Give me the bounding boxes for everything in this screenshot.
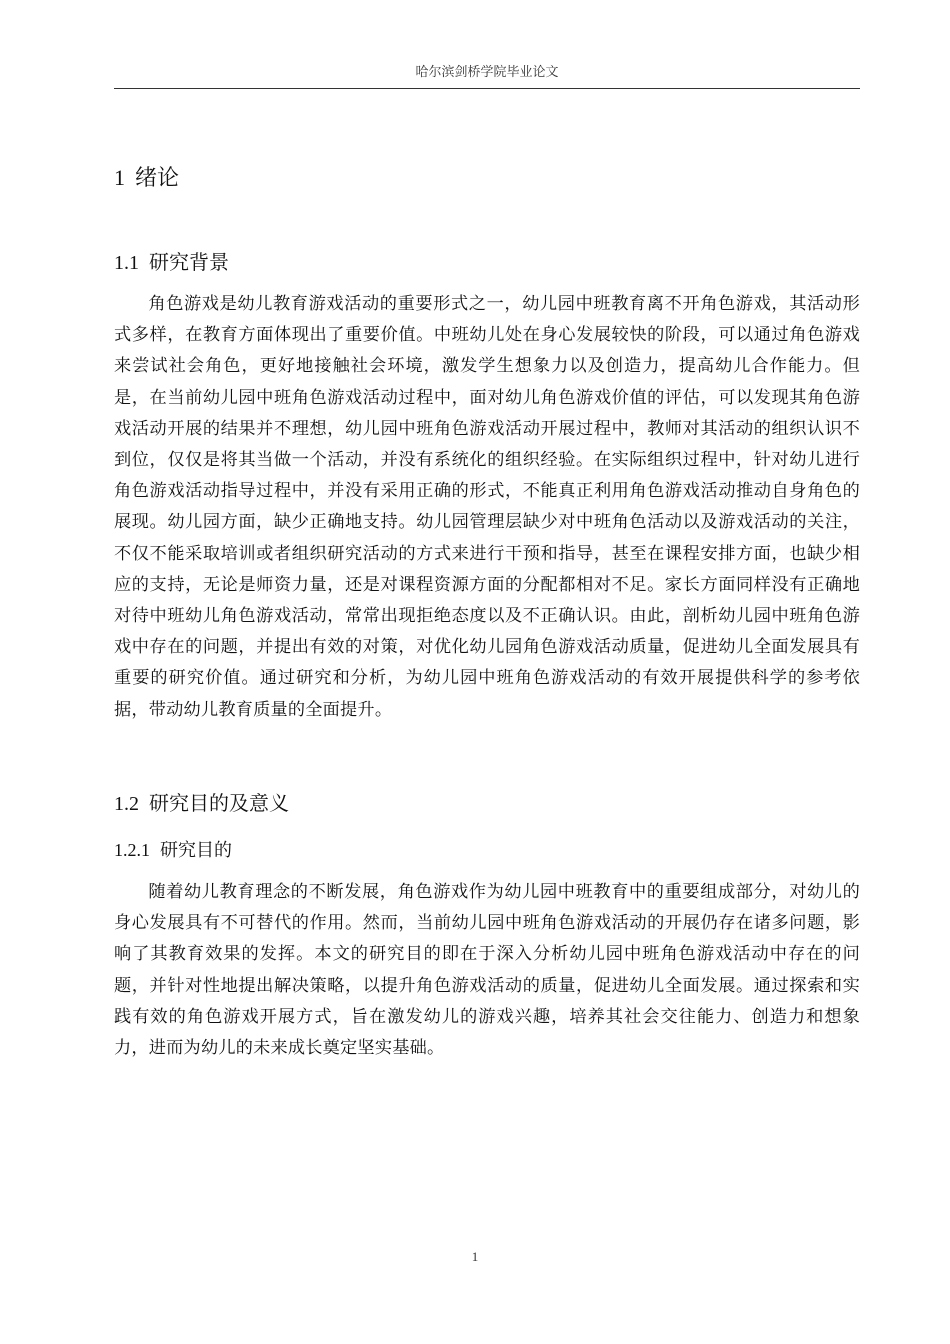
- section-number-1-2: 1.2: [114, 793, 139, 815]
- section-heading-1-2: [114, 788, 289, 819]
- section-title-1-1: 研究背景: [149, 250, 229, 274]
- section-title-1-2: 研究目的及意义: [149, 791, 289, 815]
- chapter-heading: [114, 162, 179, 195]
- subsection-number-1-2-1: 1.2.1: [114, 840, 150, 860]
- subsection-heading-1-2-1: [114, 836, 232, 865]
- section-heading-1-1: [114, 247, 229, 278]
- chapter-title: 绪论: [135, 166, 180, 191]
- section-number-1-1: 1.1: [114, 252, 139, 274]
- running-header: 哈尔滨剑桥学院毕业论文: [415, 65, 559, 80]
- paragraph-research-purpose: 随着幼儿教育理念的不断发展，角色游戏作为幼儿园中班教育中的重要组成部分，对幼儿的身心发展具有不可替代的作用。然而，当前幼儿园中班角色游戏活动的开展仍存在诸多问题，影响了其教育效果的发挥。本文的研究目的即在于深入分析幼儿园中班角色游戏活动中存在的问题，并针对性地提出解决策略，以提升角色游戏活动的质量，促进幼儿全面发展。通过探索和实践有效的角色游戏开展方式，旨在激发幼儿的游戏兴趣，培养其社会交往能力、创造力和想象力，进而为幼儿的未来成长奠定坚实基础。: [114, 882, 860, 1059]
- page-number: 1: [471, 1249, 479, 1264]
- paragraph-research-background: 角色游戏是幼儿教育游戏活动的重要形式之一，幼儿园中班教育离不开角色游戏，其活动形式多样，在教育方面体现出了重要价值。中班幼儿处在身心发展较快的阶段，可以通过角色游戏来尝试社会角色，更好地接触社会环境，激发学生想象力以及创造力，提高幼儿合作能力。但是，在当前幼儿园中班角色游戏活动过程中，面对幼儿角色游戏价值的评估，可以发现其角色游戏活动开展的结果并不理想，幼儿园中班角色游戏活动开展过程中，教师对其活动的组织认识不到位，仅仅是将其当做一个活动，并没有系统化的组织经验。在实际组织过程中，针对幼儿进行角色游戏活动指导过程中，并没有采用正确的形式，不能真正利用角色游戏活动推动自身角色的展现。幼儿园方面，缺少正确地支持。幼儿园管理层缺少对中班角色活动以及游戏活动的关注，不仅不能采取培训或者组织研究活动的方式来进行干预和指导，甚至在课程安排方面，也缺少相应的支持，无论是师资力量，还是对课程资源方面的分配都相对不足。家长方面同样没有正确地对待中班幼儿角色游戏活动，常常出现拒绝态度以及不正确认识。由此，剖析幼儿园中班角色游戏中存在的问题，并提出有效的对策，对优化幼儿园角色游戏活动质量，促进幼儿全面发展具有重要的研究价值。通过研究和分析，为幼儿园中班角色游戏活动的有效开展提供科学的参考依据，带动幼儿教育质量的全面提升。: [114, 294, 860, 720]
- chapter-number: 1: [114, 165, 125, 190]
- header-rule: [114, 88, 860, 89]
- subsection-title-1-2-1: 研究目的: [160, 840, 232, 861]
